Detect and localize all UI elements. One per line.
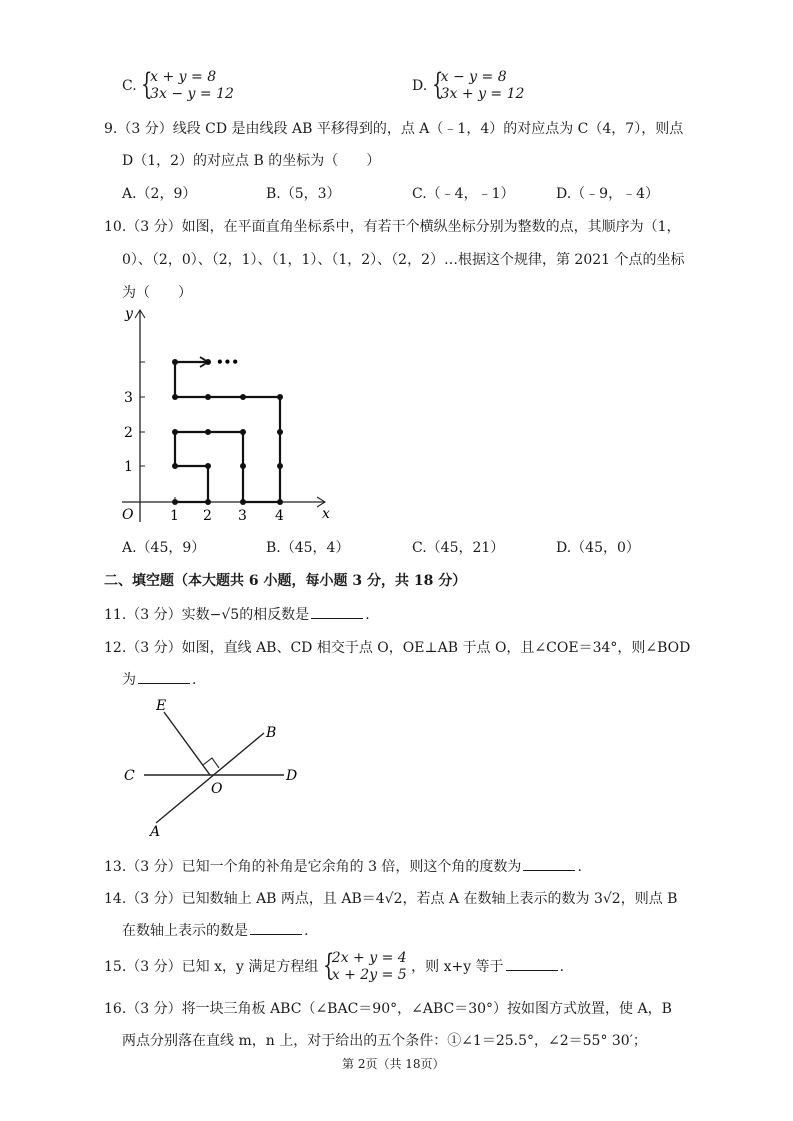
q15-eq1: 2x + y = 4 xyxy=(331,950,407,966)
y-axis-label: y xyxy=(125,306,133,322)
label-o: O xyxy=(211,781,223,797)
q10-option-a: A.（45，9） xyxy=(122,540,206,556)
brace-icon: { xyxy=(431,67,444,102)
q9-line1: 9.（3 分）线段 CD 是由线段 AB 平移得到的，点 A（﹣1，4）的对应点为 C（4，7），则点 xyxy=(104,121,684,137)
q15-prefix: 15.（3 分）已知 x，y 满足方程组 xyxy=(104,959,319,975)
q8-d-eq2: 3x + y = 12 xyxy=(440,86,525,102)
x-axis-label: x xyxy=(322,506,330,522)
label-c: C xyxy=(124,768,135,784)
origin-label: O xyxy=(122,507,134,523)
q14-answer-blank[interactable] xyxy=(250,920,302,935)
y-tick-3: 3 xyxy=(124,390,133,406)
q14-line2-prefix: 在数轴上表示的数是 xyxy=(122,923,248,939)
q14-line1: 14.（3 分）已知数轴上 AB 两点，且 AB＝4√2，若点 A 在数轴上表示的数为 3√2，则点 B xyxy=(104,891,678,907)
point-path xyxy=(175,362,280,502)
q12-line2-prefix: 为 xyxy=(122,672,136,688)
q10-line1: 10.（3 分）如图，在平面直角坐标系中，有若干个横纵坐标分别为整数的点，其顺序为（1， xyxy=(104,219,681,235)
q12-answer-blank[interactable] xyxy=(138,669,190,684)
q8-option-c-system xyxy=(141,69,234,103)
label-d: D xyxy=(286,768,298,784)
ray-oe xyxy=(164,712,210,775)
q16-line2: 两点分别落在直线 m，n 上，对于给出的五个条件：①∠1＝25.5°，∠2＝55° 30′； xyxy=(122,1033,647,1049)
q8-option-c-label: C. xyxy=(122,78,137,94)
y-tick-2: 2 xyxy=(124,425,133,441)
q9-option-c: C.（﹣4，﹣1） xyxy=(412,186,515,202)
q10-option-c: C.（45，21） xyxy=(412,540,505,556)
right-angle-mark xyxy=(203,758,219,768)
brace-icon: { xyxy=(141,67,153,102)
x-tick-3: 3 xyxy=(238,508,247,524)
brace-icon: { xyxy=(322,948,335,983)
q13 xyxy=(104,856,582,876)
q8-c-eq1: x + y = 8 xyxy=(150,69,217,85)
q10-option-d: D.（45，0） xyxy=(556,540,640,556)
q11-suffix: 的相反数是 xyxy=(239,607,310,623)
q15-system xyxy=(323,950,407,984)
q11-expr: −√5 xyxy=(209,607,240,623)
q8-option-d xyxy=(412,69,524,103)
q12-line2-end: . xyxy=(192,672,197,688)
q10-coordinate-graph xyxy=(110,300,340,530)
q12-angle-figure xyxy=(118,695,318,840)
q8-d-eq1: x − y = 8 xyxy=(440,69,507,85)
q14-line2 xyxy=(122,920,308,940)
graph-ellipsis: ••• xyxy=(216,355,240,369)
label-a: A xyxy=(150,824,161,840)
q8-option-d-system xyxy=(432,69,525,103)
q9-option-d: D.（﹣9，﹣4） xyxy=(556,186,659,202)
q9-line2: D（1，2）的对应点 B 的坐标为（ ） xyxy=(122,153,381,169)
line-ab xyxy=(156,733,264,823)
q11 xyxy=(104,604,370,624)
q11-end: . xyxy=(365,607,370,623)
q12-line1: 12.（3 分）如图，直线 AB、CD 相交于点 O，OE⊥AB 于点 O，且∠COE＝34°，则∠BOD xyxy=(104,640,691,656)
q15-suffix: ，则 x+y 等于 xyxy=(411,959,504,975)
q15-answer-blank[interactable] xyxy=(506,956,558,971)
q15-end: . xyxy=(559,959,565,975)
y-tick-1: 1 xyxy=(124,459,133,475)
x-tick-4: 4 xyxy=(275,508,284,524)
q15-eq2: x + 2y = 5 xyxy=(331,967,407,983)
q9-option-a: A.（2，9） xyxy=(122,186,197,202)
q12-line2 xyxy=(122,669,196,689)
q13-end: . xyxy=(577,859,582,875)
q9-option-b: B.（5，3） xyxy=(266,186,341,202)
q10-option-b: B.（45，4） xyxy=(266,540,350,556)
x-tick-2: 2 xyxy=(203,508,212,524)
q11-prefix: 11.（3 分）实数 xyxy=(104,607,210,623)
q8-c-eq2: 3x − y = 12 xyxy=(150,86,234,102)
q16-line1: 16.（3 分）将一块三角板 ABC（∠BAC＝90°，∠ABC＝30°）按如图方式放置，使 A，B xyxy=(104,1001,672,1017)
page-footer: 第 2页（共 18页） xyxy=(342,1057,445,1071)
q8-option-c xyxy=(122,69,234,103)
q10-line2: 0）、（2，0）、（2，1）、（1，1）、（1，2）、（2，2）…根据这个规律，第 2021 个点的坐标 xyxy=(122,252,685,268)
q11-answer-blank[interactable] xyxy=(311,604,363,619)
section-2-title: 二、填空题（本大题共 6 小题，每小题 3 分，共 18 分） xyxy=(104,573,467,589)
q13-answer-blank[interactable] xyxy=(523,856,575,871)
q14-line2-end: . xyxy=(304,923,309,939)
q8-option-d-label: D. xyxy=(412,78,428,94)
q13-text: 13.（3 分）已知一个角的补角是它余角的 3 倍，则这个角的度数为 xyxy=(104,859,522,875)
label-b: B xyxy=(266,725,277,741)
label-e: E xyxy=(156,698,167,714)
q10-line3: 为（ ） xyxy=(122,285,192,301)
x-tick-1: 1 xyxy=(170,508,179,524)
q15 xyxy=(104,950,564,984)
